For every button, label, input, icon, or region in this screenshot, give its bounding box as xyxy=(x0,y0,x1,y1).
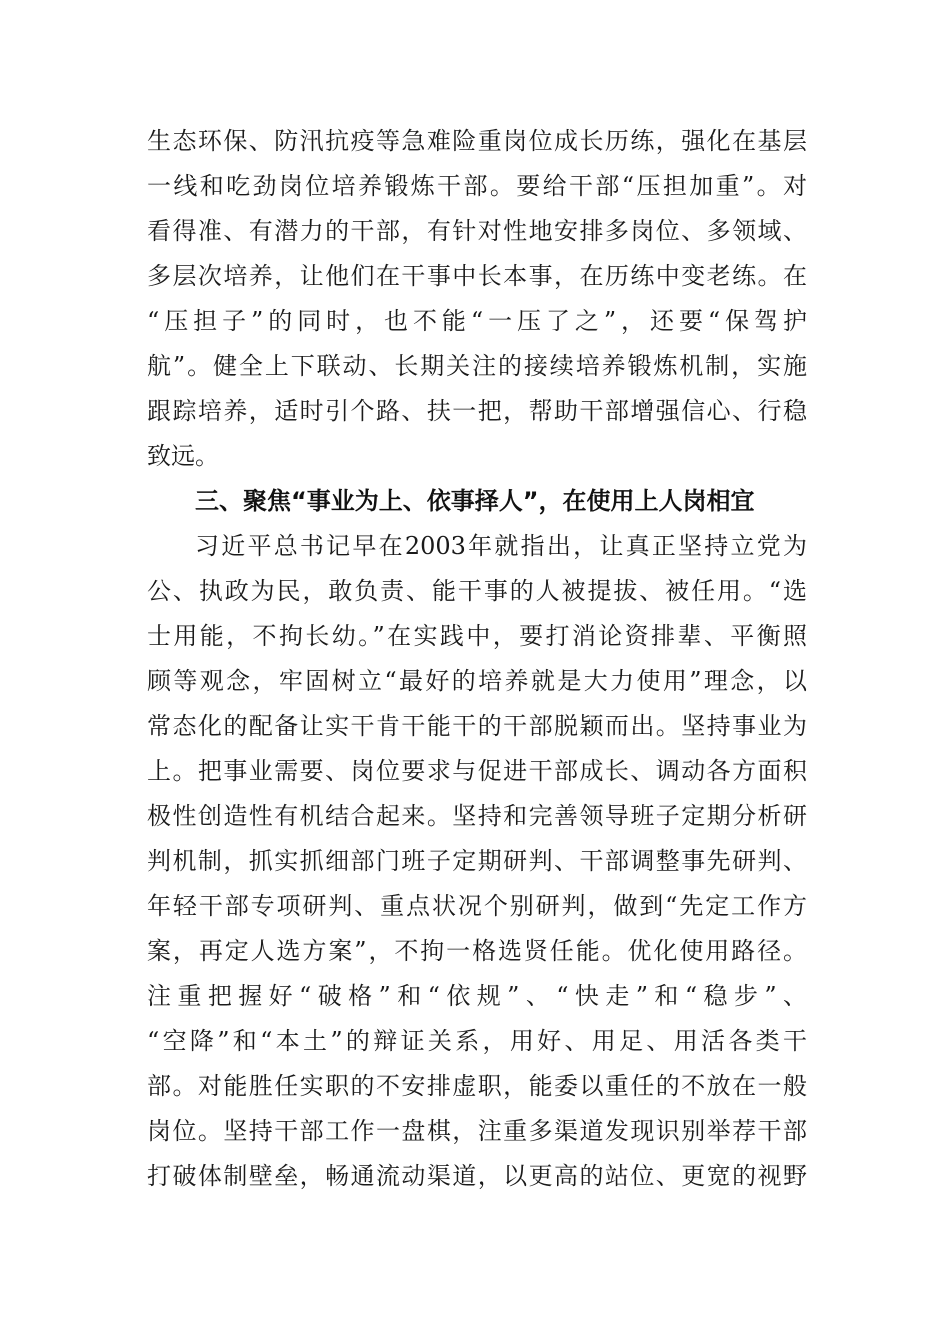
paragraph-line: 航”。健全上下联动、长期关注的接续培养锻炼机制，实施 xyxy=(147,352,807,380)
paragraph-line: 判机制，抓实抓细部门班子定期研判、干部调整事先研判、 xyxy=(147,847,807,875)
paragraph-line: “空降”和“本土”的辩证关系，用好、用足、用活各类干 xyxy=(147,1027,807,1055)
paragraph-line: 公、执政为民，敢负责、能干事的人被提拔、被任用。“选 xyxy=(147,577,807,605)
paragraph-line: 常态化的配备让实干肯干能干的干部脱颖而出。坚持事业为 xyxy=(147,712,807,740)
paragraph-line: 打破体制壁垒，畅通流动渠道，以更高的站位、更宽的视野 xyxy=(147,1162,807,1190)
paragraph-line: 部。对能胜任实职的不安排虚职，能委以重任的不放在一般 xyxy=(147,1072,807,1100)
paragraph-line: “压担子”的同时，也不能“一压了之”，还要“保驾护 xyxy=(147,307,807,335)
paragraph-line: 年轻干部专项研判、重点状况个别研判，做到“先定工作方 xyxy=(147,892,807,920)
paragraph-line: 上。把事业需要、岗位要求与促进干部成长、调动各方面积 xyxy=(147,757,807,785)
paragraph-line: 岗位。坚持干部工作一盘棋，注重多渠道发现识别举荐干部 xyxy=(147,1117,807,1145)
paragraph-line: 看得准、有潜力的干部，有针对性地安排多岗位、多领域、 xyxy=(147,217,807,245)
paragraph-line: 极性创造性有机结合起来。坚持和完善领导班子定期分析研 xyxy=(147,802,807,830)
paragraph-line: 顾等观念，牢固树立“最好的培养就是大力使用”理念，以 xyxy=(147,667,807,695)
paragraph-line: 注重把握好“破格”和“依规”、“快走”和“稳步”、 xyxy=(147,982,807,1010)
paragraph-line: 案，再定人选方案”，不拘一格选贤任能。优化使用路径。 xyxy=(147,937,807,965)
paragraph-line: 习近平总书记早在2003年就指出，让真正坚持立党为 xyxy=(195,532,807,560)
paragraph-line: 士用能，不拘长幼。”在实践中，要打消论资排辈、平衡照 xyxy=(147,622,807,650)
paragraph-line: 生态环保、防汛抗疫等急难险重岗位成长历练，强化在基层 xyxy=(147,127,807,155)
paragraph-line: 多层次培养，让他们在干事中长本事，在历练中变老练。在 xyxy=(147,262,807,290)
paragraph-line: 致远。 xyxy=(147,442,219,470)
paragraph-line: 一线和吃劲岗位培养锻炼干部。要给干部“压担加重”。对 xyxy=(147,172,807,200)
section-heading: 三、聚焦“事业为上、依事择人”，在使用上人岗相宜 xyxy=(195,487,755,515)
paragraph-line: 跟踪培养，适时引个路、扶一把，帮助干部增强信心、行稳 xyxy=(147,397,807,425)
